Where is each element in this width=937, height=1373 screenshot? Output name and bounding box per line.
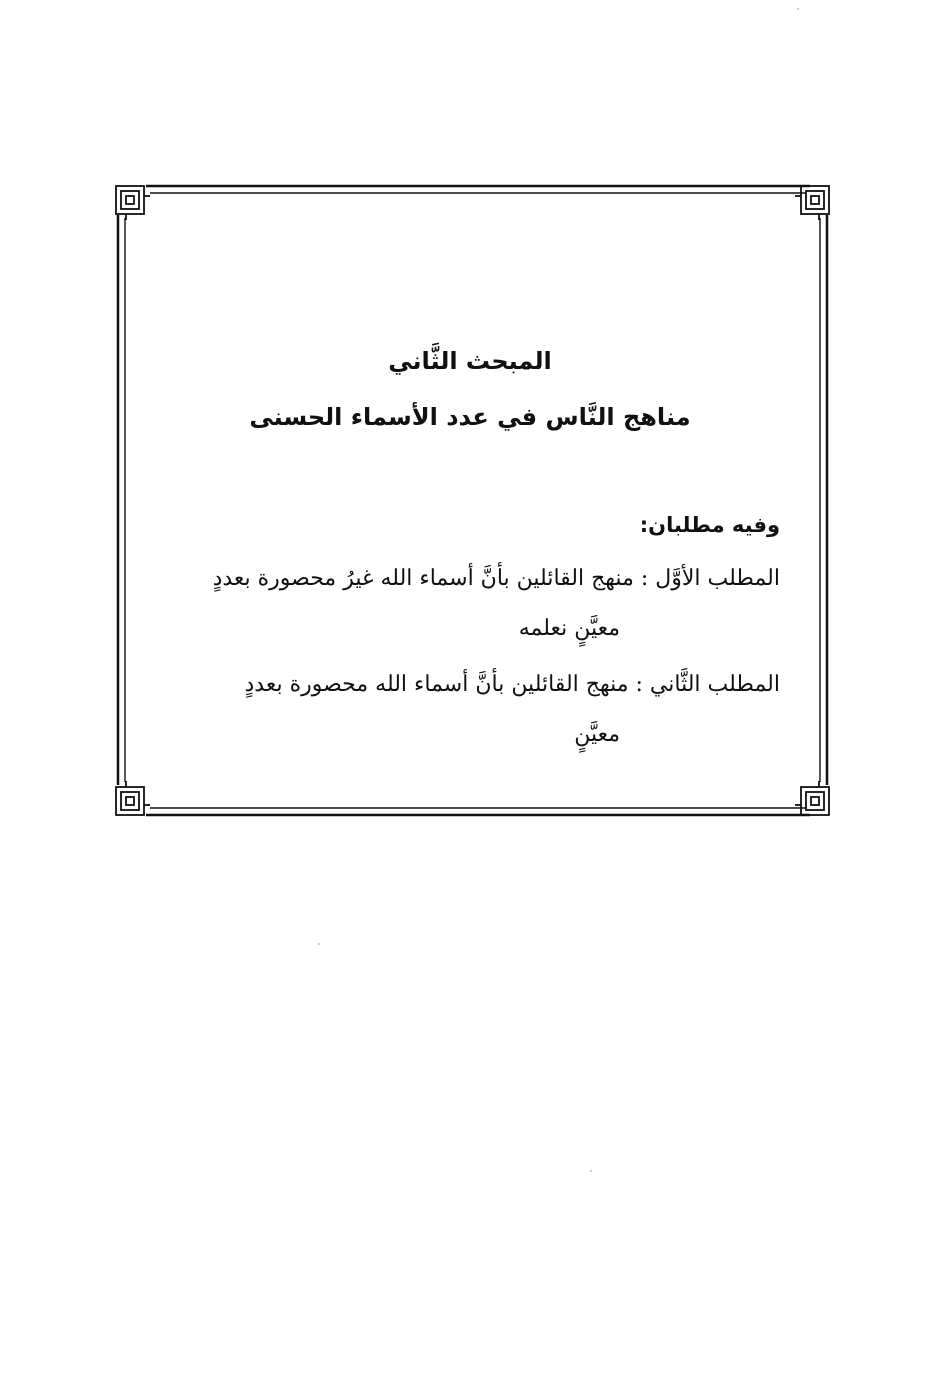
intro-text: وفيه مطلبان: [639,513,780,537]
item-continuation: معيَّنٍ نعلمه [518,616,620,641]
item-text: منهج القائلين بأنَّ أسماء الله غيرُ محصورة بعددٍ [212,566,634,591]
corner-ornament-bottom-right [795,781,829,815]
section-subtitle: مناهج النَّاس في عدد الأسماء الحسنى [249,403,691,431]
scan-speck [318,943,320,945]
item-label: المطلب الأوَّل : [640,566,780,591]
corner-ornament-top-left [116,186,150,220]
item-text: منهج القائلين بأنَّ أسماء الله محصورة بعددٍ [244,672,629,697]
list-item [150,554,780,654]
corner-ornament-bottom-left [116,781,150,815]
item-label: المطلب الثَّاني : [635,672,780,697]
corner-ornament-top-right [795,186,829,220]
section-title: المبحث الثَّاني [388,347,552,375]
scan-speck [590,1170,592,1172]
scan-speck [797,8,799,10]
item-continuation: معيَّنٍ [574,722,620,747]
list-item [150,660,780,760]
